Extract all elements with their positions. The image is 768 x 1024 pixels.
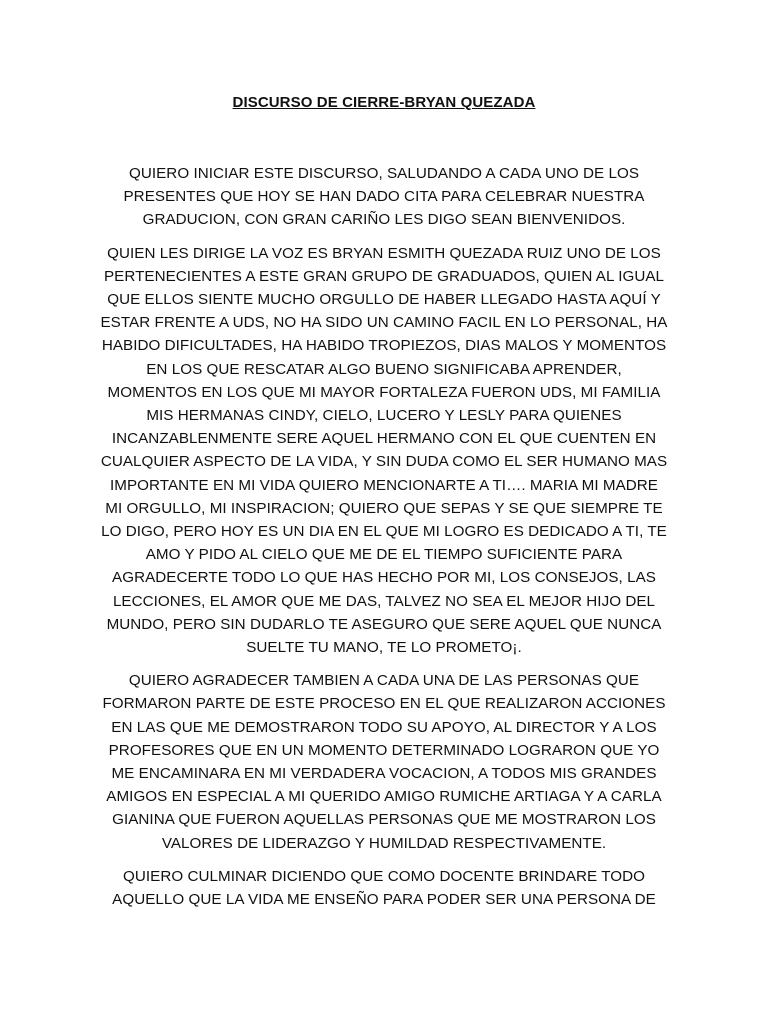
paragraph-acknowledgements: QUIERO AGRADECER TAMBIEN A CADA UNA DE LAS PERSONAS QUE FORMARON PARTE DE ESTE PROCESO EN EL QUE REALIZARON ACCIONES EN LAS QUE ME DEMOSTRARON TODO SU APOYO, AL DIRECTOR Y A LOS PROFESORES QUE EN UN MOMENTO DETERMINADO LOGRARON QUE YO ME ENCAMINARA EN MI VERDADERA VOCACION, A TODOS MIS GRANDES AMIGOS EN ESPECIAL A MI QUERIDO AMIGO RUMICHE ARTIAGA Y A CARLA GIANINA QUE FUERON AQUELLAS PERSONAS QUE ME MOSTRARON LOS VALORES DE LIDERAZGO Y HUMILDAD RESPECTIVAMENTE. (102, 672, 666, 852)
document-title: DISCURSO DE CIERRE-BRYAN QUEZADA (232, 94, 536, 111)
paragraph-closing: QUIERO CULMINAR DICIENDO QUE COMO DOCENTE BRINDARE TODO AQUELLO QUE LA VIDA ME ENSEÑO PARA PODER SER UNA PERSONA DE (112, 867, 656, 909)
paragraph-greeting: QUIERO INICIAR ESTE DISCURSO, SALUDANDO A CADA UNO DE LOS PRESENTES QUE HOY SE HAN DADO CITA PARA CELEBRAR NUESTRA GRADUCION, CON GRAN CARIÑO LES DIGO SEAN BIENVENIDOS. (123, 165, 645, 229)
paragraph-introduction: QUIEN LES DIRIGE LA VOZ ES BRYAN ESMITH QUEZADA RUIZ UNO DE LOS PERTENECIENTES A ESTE GRAN GRUPO DE GRADUADOS, QUIEN AL IGUAL QUE ELLOS SIENTE MUCHO ORGULLO DE HABER LLEGADO HASTA AQUÍ Y ESTAR FRENTE A UDS, NO HA SIDO UN CAMINO FACIL EN LO PERSONAL, HA HABIDO DIFICULTADES, HA HABIDO TROPIEZOS, DIAS MALOS Y MOMENTOS EN LOS QUE RESCATAR ALGO BUENO SIGNIFICABA APRENDER, MOMENTOS EN LOS QUE MI MAYOR FORTALEZA FUERON UDS, MI FAMILIA MIS HERMANAS CINDY, CIELO, LUCERO Y LESLY PARA QUIENES INCANZABLENMENTE SERE AQUEL HERMANO CON EL QUE CUENTEN EN CUALQUIER ASPECTO DE LA VIDA, Y SIN DUDA COMO EL SER HUMANO MAS IMPORTANTE EN MI VIDA QUIERO MENCIONARTE A TI…. MARIA MI MADRE MI ORGULLO, MI INSPIRACION; QUIERO QUE SEPAS Y SE QUE SIEMPRE TE LO DIGO, PERO HOY ES UN DIA EN EL QUE MI LOGRO ES DEDICADO A TI, TE AMO Y PIDO AL CIELO QUE ME DE EL TIEMPO SUFICIENTE PARA AGRADECERTE TODO LO QUE HAS HECHO POR MI, LOS CONSEJOS, LAS LECCIONES, EL AMOR QUE ME DAS, TALVEZ NO SEA EL MEJOR HIJO DEL MUNDO, PERO SIN DUDARLO TE ASEGURO QUE SERE AQUEL QUE NUNCA SUELTE TU MANO, TE LO PROMETO¡. (100, 244, 668, 657)
document-body (100, 162, 668, 921)
